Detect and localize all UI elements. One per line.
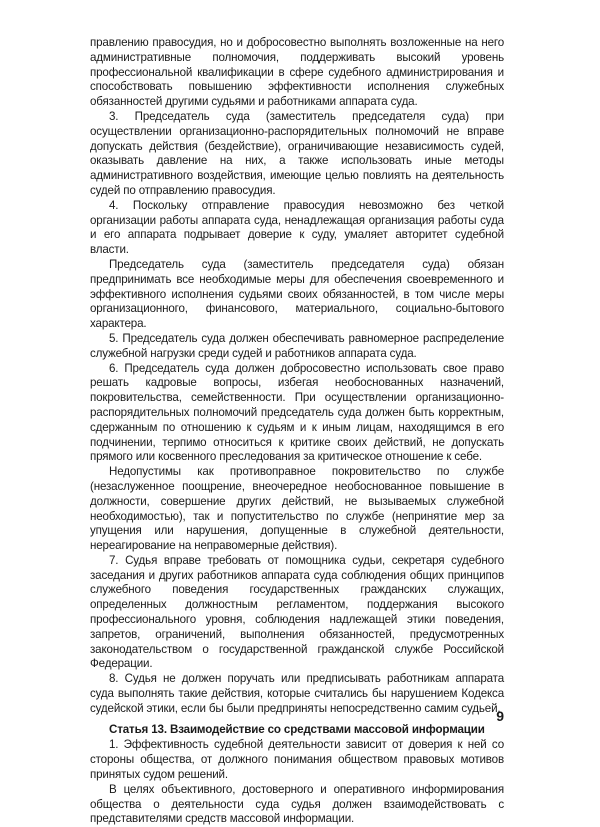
paragraph-item-6: 6. Председатель суда должен добросовестно использовать свое право решать кадровые вопросы, избегая необоснованных назначений, покровительства, семейственности. При осуществлении организационно-распорядительных полномочий председатель суда должен быть корректным, сдержанным по отношению к судьям и к иным лицам, находящимся в его подчинении, терпимо относиться к критике своих действий, не допускать прямого или косвенного преследования за критическое отношение к себе. — [90, 361, 504, 464]
article-heading: Статья 13. Взаимодействие со средствами массовой информации — [109, 722, 485, 736]
paragraph-item-7: 7. Судья вправе требовать от помощника судьи, секретаря судебного заседания и других работников аппарата суда соблюдения общих принципов служебного поведения государственных гражданских служащих, определенных должностным регламентом, поддержания высокого профессионального уровня, соблюдения надлежащей этики поведения, запретов, ограничений, выполнения обязанностей, предусмотренных законодательством о государственной гражданской службе Российской Федерации. — [90, 553, 504, 671]
paragraph-continuation: правлению правосудия, но и добросовестно выполнять возложенные на него административные полномочия, поддерживать высокий уровень профессиональной квалификации в сфере судебного администрирования и способствовать повышению эффективности исполнения служебных обязанностей другими судьями и работниками аппарата суда. — [90, 36, 504, 109]
article-paragraph-2: В целях объективного, достоверного и оперативного информирования общества о деятельности суда судья должен взаимодействовать с представителями средств массовой информации. — [90, 782, 504, 826]
page-number: 9 — [496, 708, 504, 724]
paragraph-item-8: 8. Судья не должен поручать или предписывать работникам аппарата суда выполнять такие действия, которые считались бы нарушением Кодекса судейской этики, если бы были предприняты непосредственно самим судьей. — [90, 672, 504, 715]
article-paragraph-1: 1. Эффективность судебной деятельности зависит от доверия к ней со стороны общества, от должного понимания обществом правовых мотивов принятых судом решений. — [90, 738, 504, 782]
paragraph-inadmissible: Недопустимы как противоправное покровительство по службе (незаслуженное поощрение, внеочередное необоснованное повышение в должности, совершение других действий, не вызываемых служебной необходимостью), так и попустительство по службе (непринятие мер за упущения или нарушения, допущенные в служебной деятельности, нереагирование на неправомерные действия). — [90, 465, 504, 553]
paragraph-item-3: 3. Председатель суда (заместитель председателя суда) при осуществлении организационно-распорядительных полномочий не вправе допускать действия (бездействие), ограничивающие независимость судей, оказывать давление на них, а также использовать иные методы административного воздействия, имеющие целью повлиять на деятельность судей по отправлению правосудия. — [90, 109, 504, 197]
paragraph-item-5: 5. Председатель суда должен обеспечивать равномерное распределение служебной нагрузки среди судей и работников аппарата суда. — [90, 331, 504, 360]
paragraph-chairman-duties: Председатель суда (заместитель председателя суда) обязан предпринимать все необходимые меры для обеспечения своевременного и эффективного исполнения судьями своих обязанностей, в том числе меры организационного, финансового, материального, социально-бытового характера. — [90, 257, 504, 331]
paragraph-item-4: 4. Поскольку отправление правосудия невозможно без четкой организации работы аппарата суда, ненадлежащая организация работы суда и его аппарата подрывает доверие к суду, умаляет авторитет судебной власти. — [90, 198, 504, 257]
